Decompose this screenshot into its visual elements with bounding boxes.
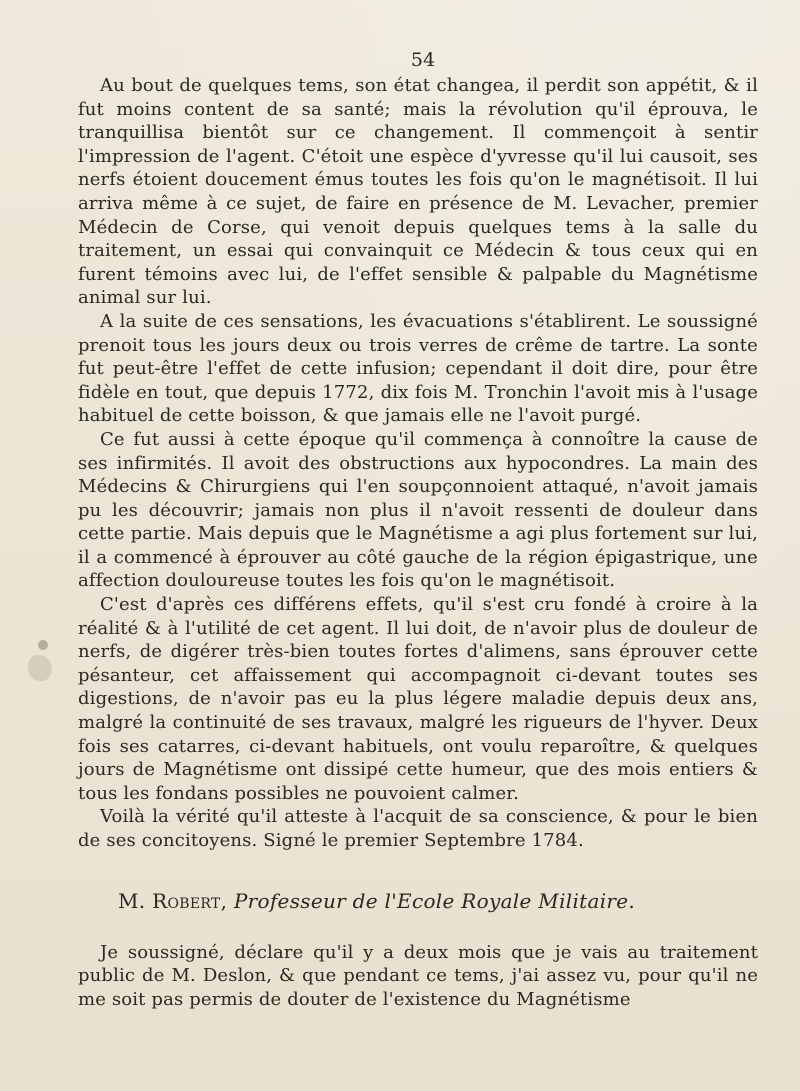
ink-smudge (38, 640, 48, 650)
paragraph-4: C'est d'après ces différens effets, qu'il s'est cru fondé à croire à la réalité & à l'utilité de cet agent. Il lui doit, de n'avoir plus de douleur de nerfs, de digérer très-bien toutes fortes d'alimens, sans éprouver cette pésanteur, cet affaissement qui accompagnoit ci-devant toutes ses digestions, de n'avoir pas eu la plus légere maladie depuis deux ans, malgré la continuité de ses travaux, malgré les rigueurs de l'hyver. Deux fois ses catarres, ci-devant habituels, ont voulu reparoître, & quelques jours de Magnétisme ont dissipé cette humeur, que des mois entiers & tous les fondans possibles ne pouvoient calmer. (78, 594, 758, 804)
signature-name: M. Robert, (118, 888, 228, 913)
page-number: 54 (410, 49, 436, 71)
paper-stain (28, 655, 52, 681)
paragraph-5: Voilà la vérité qu'il atteste à l'acquit de sa conscience, & pour le bien de ses concitoyens. Signé le premier Septembre 1784. (78, 806, 758, 851)
paragraph-6: Je soussigné, déclare qu'il y a deux mois que je vais au traitement public de M. Deslon, & que pendant ce tems, j'ai assez vu, pour qu'il ne me soit pas permis de douter de l'existence du Magnétisme (78, 941, 758, 1010)
paragraph-1: Au bout de quelques tems, son état changea, il perdit son appétit, & il fut moins content de sa santé; mais la révolution qu'il éprouva, le tranquillisa bientôt sur ce changement. Il commençoit à sentir l'impression de l'agent. C'étoit une espèce d'yvresse qu'il lui causoit, ses nerfs étoient doucement émus toutes les fois qu'on le magnétisoit. Il lui arriva même à ce sujet, de faire en présence de M. Levacher, premier Médecin de Corse, qui venoit depuis quelques tems à la salle du traitement, un essai qui convainquit ce Médecin & tous ceux qui en furent témoins avec lui, de l'effet sensible & palpable du Magnétisme animal sur lui. (78, 75, 758, 309)
paragraph-3: Ce fut aussi à cette époque qu'il commença à connoître la cause de ses infirmités. Il avoit des obstructions aux hypocondres. La main des Médecins & Chirurgiens qui l'en soupçonnoient attaqué, n'avoit jamais pu les découvrir; jamais non plus il n'avoit ressenti de douleur dans cette partie. Mais depuis que le Magnétisme a agi plus fortement sur lui, il a commencé à éprouver au côté gauche de la région épigastrique, une affection douloureuse toutes les fois qu'on le magnétisoit. (78, 428, 758, 592)
signature-line (78, 889, 758, 913)
signature-title: Professeur de l'Ecole Royale Militaire. (227, 888, 636, 913)
paragraph-2: A la suite de ces sensations, les évacuations s'établirent. Le soussigné prenoit tous les jours deux ou trois verres de crême de tartre. La sonte fut peut-être l'effet de cette infusion; cependant il doit dire, pour être fidèle en tout, que depuis 1772, dix fois M. Tronchin l'avoit mis à l'usage habituel de cette boisson, & que jamais elle ne l'avoit purgé. (78, 310, 758, 427)
text-block (78, 50, 758, 1011)
